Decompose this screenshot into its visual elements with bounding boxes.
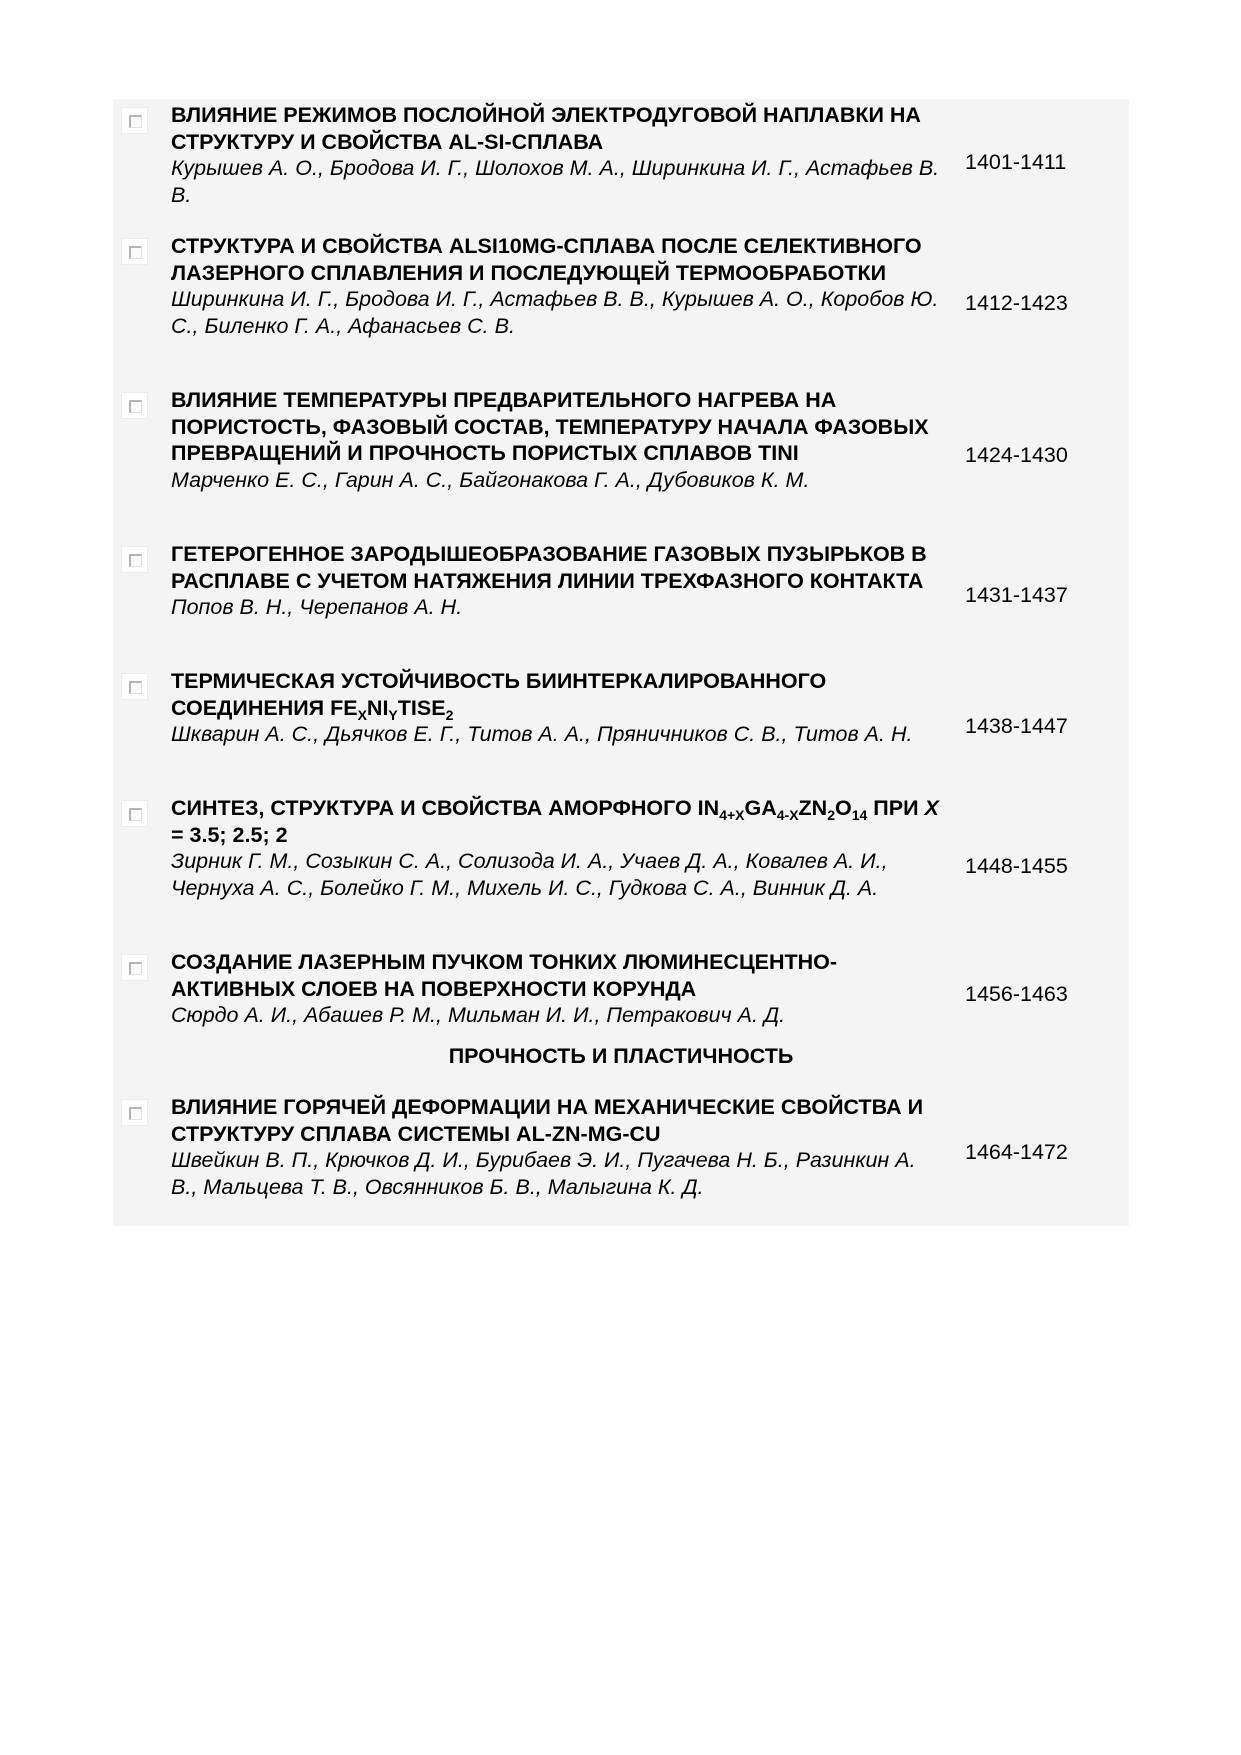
article-authors: Швейкин В. П., Крючков Д. И., Бурибаев Э. И., Пугачева Н. Б., Разинкин А. В., Мальцева Т. В., Овсянников Б. В., Малыгина К. Д. — [171, 1148, 916, 1199]
title-text: ПРИ — [867, 796, 925, 820]
article-pages: 1424-1430 — [965, 443, 1068, 467]
title-text: = 3.5; 2.5; 2 — [171, 822, 288, 847]
article-checkbox[interactable] — [121, 1099, 148, 1126]
article-pages: 1464-1472 — [965, 1140, 1068, 1164]
article-checkbox[interactable] — [121, 673, 148, 700]
title-subscript: 2 — [445, 706, 454, 723]
title-text: ТЕРМИЧЕСКАЯ УСТОЙЧИВОСТЬ БИИНТЕРКАЛИРОВАННОГО СОЕДИНЕНИЯ FE — [171, 669, 827, 720]
title-subscript: 2 — [827, 807, 836, 823]
article-text — [171, 949, 941, 1029]
title-text: NI — [366, 695, 389, 720]
article-pages: 1431-1437 — [965, 583, 1068, 607]
article-text — [171, 102, 941, 208]
article-checkbox[interactable] — [121, 392, 148, 419]
title-subscript: 4+X — [719, 807, 745, 823]
article-pages: 1401-1411 — [965, 150, 1067, 174]
article-checkbox[interactable] — [121, 800, 148, 827]
title-text: ZN — [798, 796, 828, 820]
title-subscript: X — [357, 706, 367, 723]
article-text — [171, 233, 941, 339]
title-subscript: 14 — [851, 807, 868, 823]
article-authors: Марченко Е. С., Гарин А. С., Байгонакова Г. А., Дубовиков К. М. — [171, 467, 810, 492]
article-authors: Зирник Г. М., Созыкин С. А., Солизода И. А., Учаев Д. А., Ковалев А. И., Чернуха А. С., Болейко Г. М., Михель И. С., Гудкова С. А., Винник Д. А. — [171, 849, 888, 900]
article-text — [171, 541, 941, 621]
article-pages: 1438-1447 — [965, 714, 1068, 738]
article-checkbox[interactable] — [121, 238, 148, 265]
article-text — [171, 668, 941, 748]
article-text — [171, 1094, 941, 1200]
article-authors: Курышев А. О., Бродова И. Г., Шолохов М. А., Ширинкина И. Г., Астафьев В. В. — [171, 156, 940, 207]
article-authors: Ширинкина И. Г., Бродова И. Г., Астафьев В. В., Курышев А. О., Коробов Ю. С., Биленко Г. А., Афанасьев С. В. — [171, 287, 939, 338]
title-text: O — [835, 796, 852, 820]
article-authors: Попов В. Н., Черепанов А. Н. — [171, 595, 463, 620]
article-checkbox[interactable] — [121, 954, 148, 981]
title-variable: X — [924, 796, 939, 820]
article-text — [171, 387, 941, 493]
article-text — [171, 795, 941, 901]
title-subscript: Y — [388, 706, 398, 723]
article-pages: 1448-1455 — [965, 854, 1068, 878]
article-title[interactable]: ВЛИЯНИЕ ГОРЯЧЕЙ ДЕФОРМАЦИИ НА МЕХАНИЧЕСКИЕ СВОЙСТВА И СТРУКТУРУ СПЛАВА СИСТЕМЫ AL-ZN-MG-CU — [171, 1095, 924, 1146]
article-authors: Сюрдо А. И., Абашев Р. М., Мильман И. И., Петракович А. Д. — [171, 1003, 786, 1028]
article-title[interactable]: ВЛИЯНИЕ ТЕМПЕРАТУРЫ ПРЕДВАРИТЕЛЬНОГО НАГРЕВА НА ПОРИСТОСТЬ, ФАЗОВЫЙ СОСТАВ, ТЕМПЕРАТУРУ НАЧАЛА ФАЗОВЫХ ПРЕВРАЩЕНИЙ И ПРОЧНОСТЬ ПОРИСТЫХ СПЛАВОВ TINI — [171, 388, 929, 466]
title-text: СИНТЕЗ, СТРУКТУРА И СВОЙСТВА АМОРФНОГО IN — [171, 796, 720, 820]
article-checkbox[interactable] — [121, 107, 148, 134]
article-title[interactable]: СТРУКТУРА И СВОЙСТВА ALSI10MG-СПЛАВА ПОСЛЕ СЕЛЕКТИВНОГО ЛАЗЕРНОГО СПЛАВЛЕНИЯ И ПОСЛЕДУЮЩЕЙ ТЕРМООБРАБОТКИ — [171, 234, 922, 285]
article-pages: 1456-1463 — [965, 982, 1068, 1006]
title-text: GA — [744, 796, 777, 820]
article-title[interactable]: ГЕТЕРОГЕННОЕ ЗАРОДЫШЕОБРАЗОВАНИЕ ГАЗОВЫХ ПУЗЫРЬКОВ В РАСПЛАВЕ С УЧЕТОМ НАТЯЖЕНИЯ ЛИНИИ ТРЕХФАЗНОГО КОНТАКТА — [171, 542, 927, 593]
article-title[interactable] — [171, 795, 941, 848]
article-authors: Шкварин А. С., Дьячков Е. Г., Титов А. А., Пряничников С. В., Титов А. Н. — [171, 722, 913, 747]
article-list — [113, 99, 1129, 1226]
article-title[interactable] — [171, 668, 941, 721]
article-title[interactable]: СОЗДАНИЕ ЛАЗЕРНЫМ ПУЧКОМ ТОНКИХ ЛЮМИНЕСЦЕНТНО-АКТИВНЫХ СЛОЕВ НА ПОВЕРХНОСТИ КОРУНДА — [171, 950, 838, 1001]
title-subscript: 4-X — [776, 807, 799, 823]
article-checkbox[interactable] — [121, 546, 148, 573]
title-text: TISE — [397, 695, 446, 720]
article-title[interactable]: ВЛИЯНИЕ РЕЖИМОВ ПОСЛОЙНОЙ ЭЛЕКТРОДУГОВОЙ НАПЛАВКИ НА СТРУКТУРУ И СВОЙСТВА AL-SI-СПЛАВА — [171, 103, 921, 154]
article-pages: 1412-1423 — [965, 291, 1068, 315]
section-heading: ПРОЧНОСТЬ И ПЛАСТИЧНОСТЬ — [448, 1044, 794, 1068]
